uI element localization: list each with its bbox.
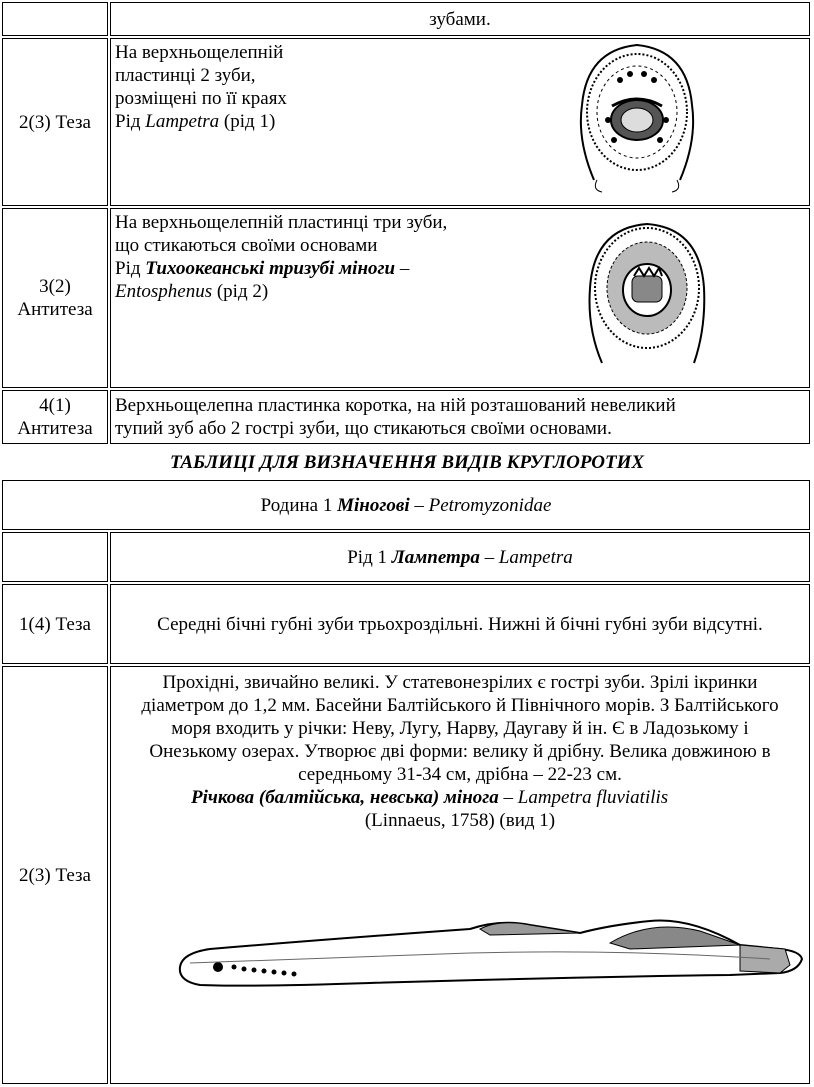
label-cell: 2(3) Теза [2, 666, 108, 1084]
table-row [2, 2, 810, 36]
text-cell: На верхньощелепній пластинці 2 зуби, розміщені по її краях Рід Lampetra (рід 1) [110, 38, 810, 206]
family-header: Родина 1 Міногові – Petromyzonidae [2, 480, 810, 530]
text-cell: Верхньощелепна пластинка коротка, на ній розташований невеликий тупий зуб або 2 гострі зуби, що стикаються своїми основами. [110, 390, 810, 444]
text-cell: зубами. [110, 2, 810, 36]
label-cell: 2(3) Теза [2, 38, 108, 206]
table-row [2, 390, 810, 444]
section-title: ТАБЛИЦІ ДЛЯ ВИЗНАЧЕННЯ ВИДІВ КРУГЛОРОТИХ [169, 452, 645, 473]
label-cell: 1(4) Теза [2, 584, 108, 664]
table-row [2, 480, 810, 530]
label-cell [2, 532, 108, 582]
lampetra-oral-disc-illustration [572, 40, 702, 198]
text-cell: На верхньощелепній пластинці три зуби, що стикаються своїми основами Рід Тихоокеанські тризубі міноги – Entosphenus (рід 2) [110, 208, 810, 388]
table-row [2, 532, 810, 582]
label-cell: 4(1) Антитеза [2, 390, 108, 444]
label-cell [2, 2, 108, 36]
lamprey-body-illustration [170, 915, 806, 997]
label-cell: 3(2) Антитеза [2, 208, 108, 388]
text-cell: Прохідні, звичайно великі. У статевонезрілих є гострі зуби. Зрілі ікринки діаметром до 1,2 мм. Басейни Балтійського й Північного морів. З Балтійського моря входить у річки: Неву, Лугу, Нарву, Даугаву й ін. Є в Ладозькому і Онезькому озерах. Утворює дві форми: велику й дрібну. Велика довжиною в середньому 31-34 см, дрібна – 22-23 см. Річкова (балтійська, невська) мінога – Lampetra fluviatilis (Linnaeus, 1758) (вид 1) [110, 666, 810, 1084]
entosphenus-oral-disc-illustration [582, 218, 712, 368]
genus-header: Рід 1 Лампетра – Lampetra [110, 532, 810, 582]
table-row [2, 584, 810, 664]
text-cell: Середні бічні губні зуби трьохроздільні. Нижні й бічні губні зуби відсутні. [110, 584, 810, 664]
table-row [2, 666, 810, 1084]
